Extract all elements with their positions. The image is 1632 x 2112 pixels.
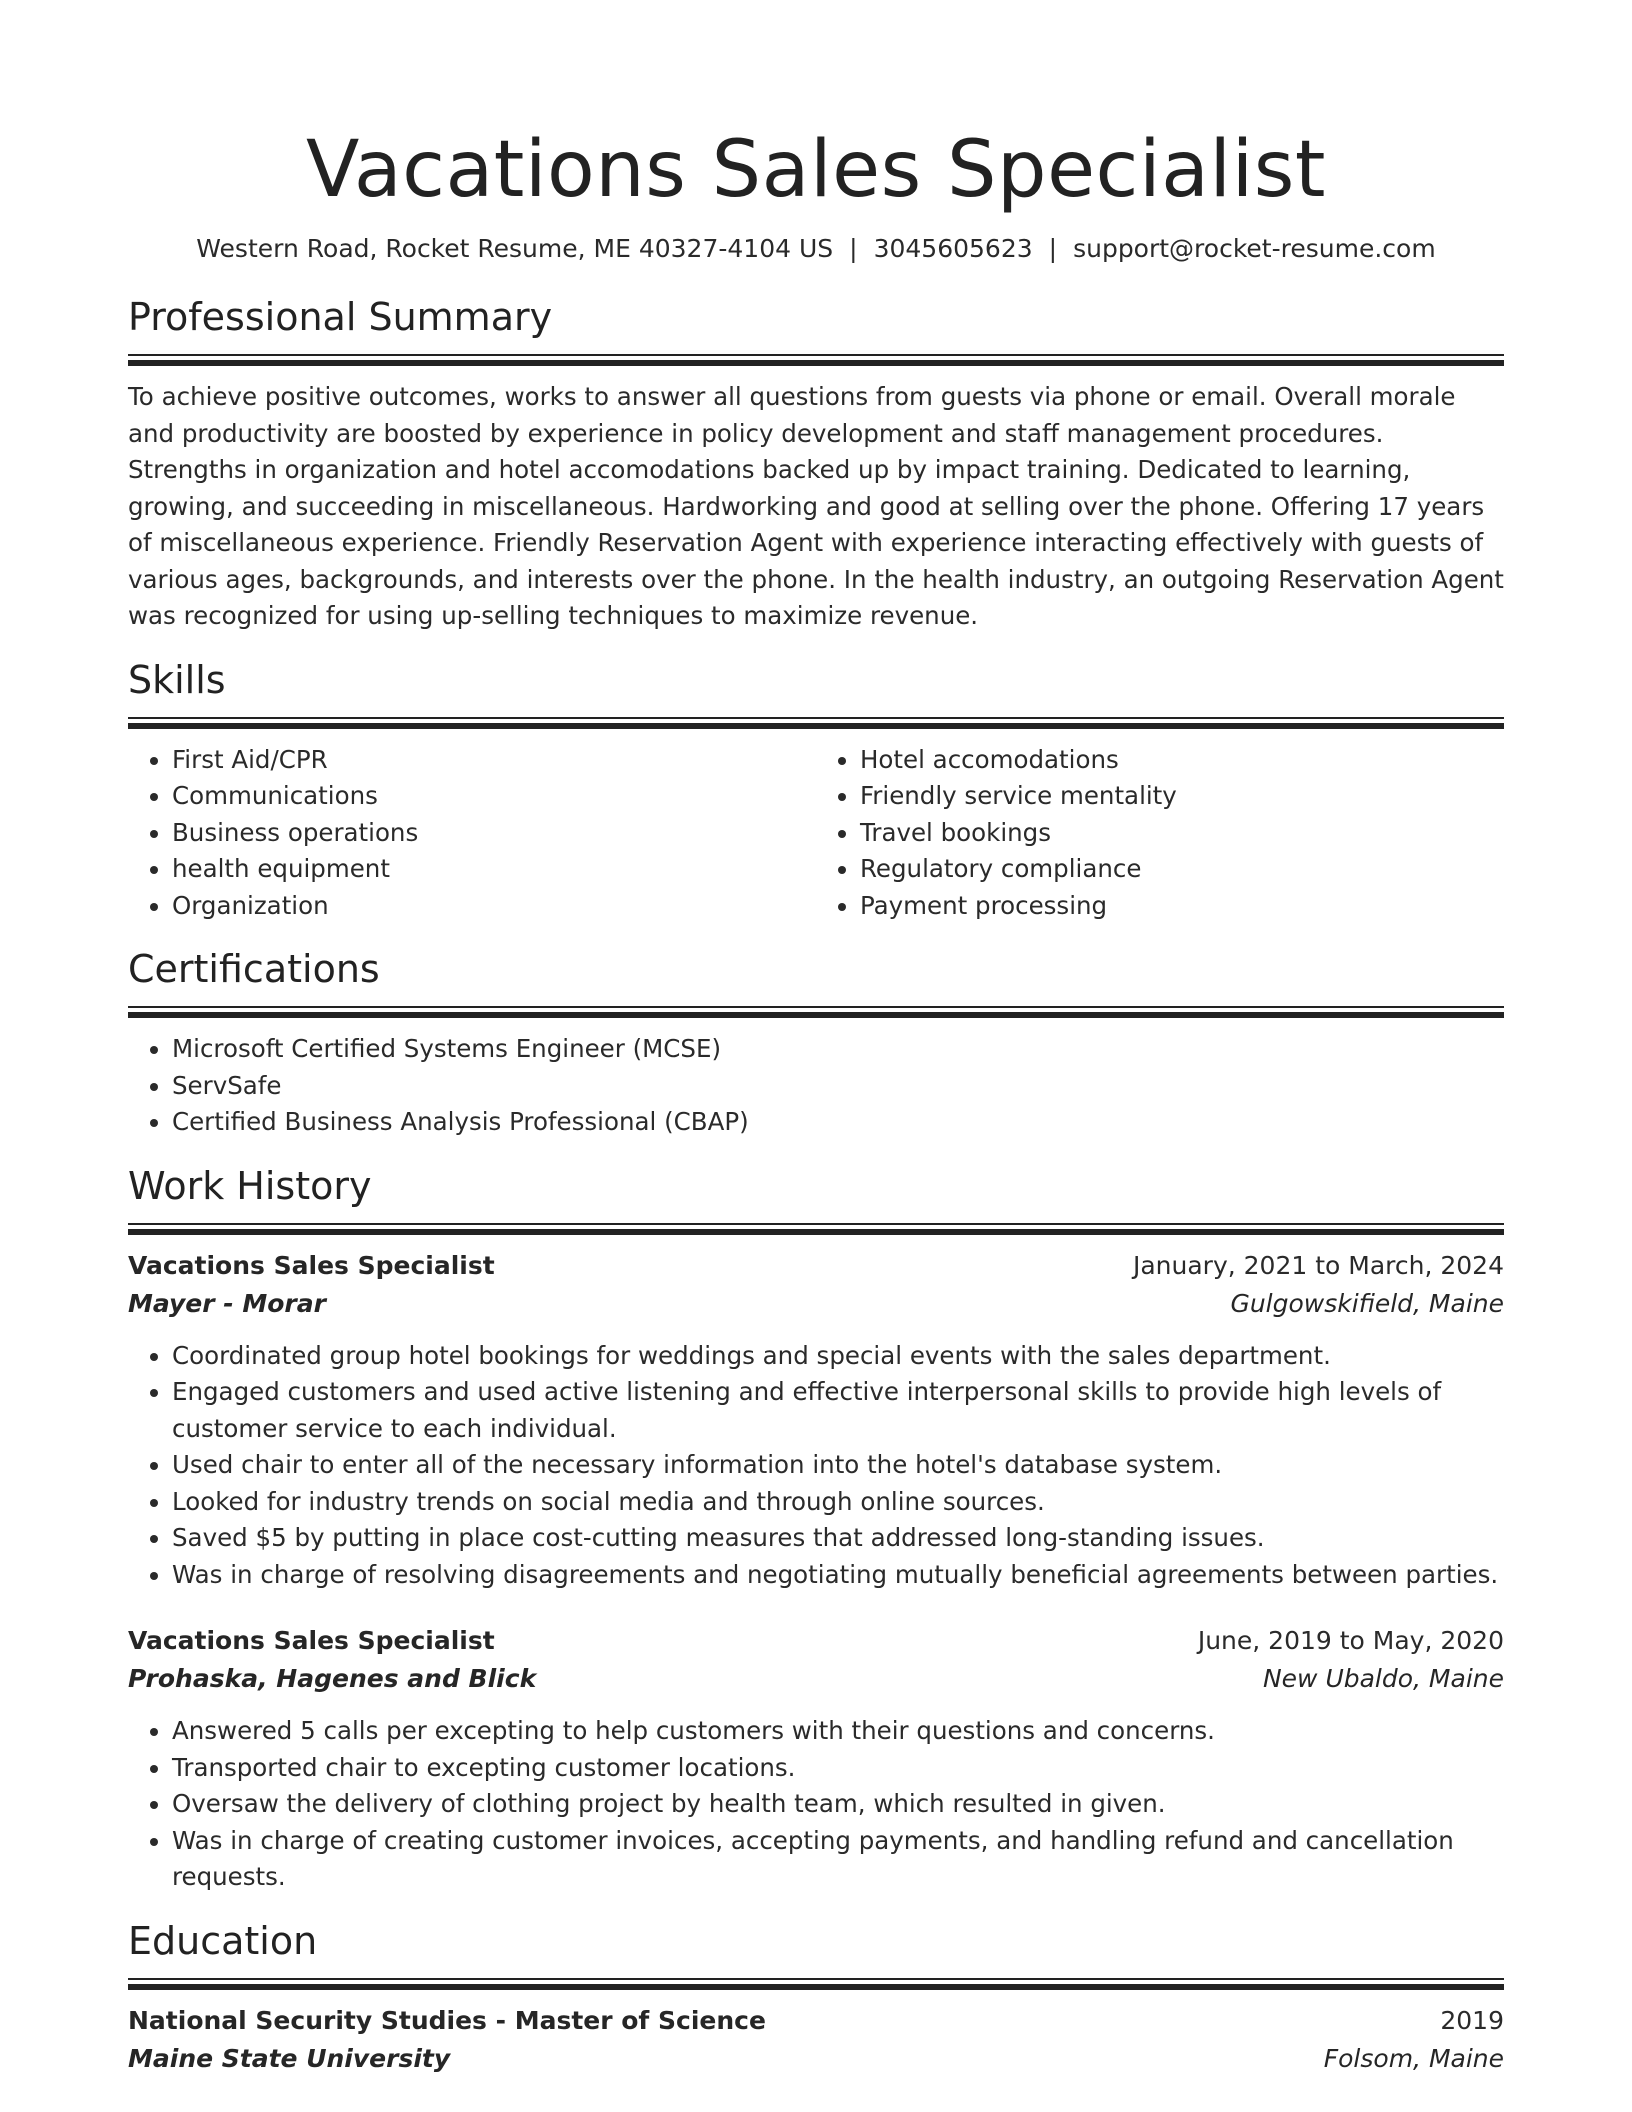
job-subheader bbox=[128, 1660, 1504, 1698]
education-entry bbox=[128, 2002, 1504, 2078]
section-divider bbox=[128, 1978, 1504, 1990]
education-section bbox=[128, 1918, 1504, 2078]
job-dates: June, 2019 to May, 2020 bbox=[1197, 1626, 1504, 1655]
section-title-summary: Professional Summary bbox=[128, 295, 553, 339]
job-bullets bbox=[128, 1338, 1504, 1594]
skill-item: • Regulatory compliance bbox=[860, 851, 1504, 888]
skill-item: • Payment processing bbox=[860, 888, 1504, 925]
certification-item: • Certified Business Analysis Professional (CBAP) bbox=[172, 1104, 1504, 1141]
skills-section bbox=[128, 657, 1504, 925]
job-dates: January, 2021 to March, 2024 bbox=[1132, 1250, 1504, 1280]
contact-separator: | bbox=[849, 234, 858, 263]
contact-email: support@rocket-resume.com bbox=[1073, 234, 1436, 263]
skill-item: • Organization bbox=[172, 888, 816, 925]
work-history-section bbox=[128, 1163, 1504, 1896]
skill-item: • First Aid/CPR bbox=[172, 742, 816, 779]
job-bullets bbox=[128, 1713, 1504, 1896]
job-bullet: • Engaged customers and used active listening and effective interpersonal skills to provide high levels of customer service to each individual. bbox=[172, 1374, 1504, 1447]
job-subheader bbox=[128, 1285, 1504, 1323]
skill-item: • health equipment bbox=[172, 851, 816, 888]
section-title-certifications: Certifications bbox=[128, 947, 380, 991]
skills-right-column bbox=[816, 742, 1504, 925]
job-location: New Ubaldo, Maine bbox=[1262, 1664, 1504, 1693]
education-school: Maine State University bbox=[128, 2043, 451, 2073]
summary-section bbox=[128, 294, 1504, 635]
skills-left-column bbox=[128, 742, 816, 925]
job-location: Gulgowskifield, Maine bbox=[1230, 1288, 1504, 1318]
job-header bbox=[128, 1622, 1504, 1660]
certifications-section bbox=[128, 946, 1504, 1141]
summary-text: To achieve positive outcomes, works to answer all questions from guests via phone or email. Overall morale and productivity are boosted by experience in policy development and staff management procedures. Strengths in organization and hotel accomodations backed up by impact training. Dedicated to learning, growing, and succeeding in miscellaneous. Hardworking and good at selling over the phone. Offering 17 years of miscellaneous experience. Friendly Reservation Agent with experience interacting effectively with guests of various ages, backgrounds, and interests over the phone. In the health industry, an outgoing Reservation Agent was recognized for using up-selling techniques to maximize revenue. bbox=[128, 382, 1504, 630]
job-bullet: • Transported chair to excepting customer locations. bbox=[172, 1750, 1504, 1787]
job-bullet: • Coordinated group hotel bookings for weddings and special events with the sales department. bbox=[172, 1338, 1504, 1375]
section-divider bbox=[128, 1006, 1504, 1018]
section-title-work-history: Work History bbox=[128, 1163, 372, 1208]
skill-item: • Travel bookings bbox=[860, 815, 1504, 852]
education-subheader bbox=[128, 2040, 1504, 2078]
section-divider bbox=[128, 354, 1504, 366]
job-entry bbox=[128, 1622, 1504, 1896]
job-bullet: • Answered 5 calls per excepting to help customers with their questions and concerns. bbox=[172, 1713, 1504, 1750]
job-header bbox=[128, 1247, 1504, 1285]
job-entry bbox=[128, 1247, 1504, 1594]
skill-item: • Business operations bbox=[172, 815, 816, 852]
contact-address: Western Road, Rocket Resume, ME 40327-4104 US bbox=[196, 234, 834, 263]
education-degree: National Security Studies - Master of Science bbox=[128, 2005, 766, 2035]
job-bullet: • Saved $5 by putting in place cost-cutting measures that addressed long-standing issues. bbox=[172, 1520, 1504, 1557]
contact-phone: 3045605623 bbox=[873, 234, 1033, 263]
job-company: Prohaska, Hagenes and Blick bbox=[128, 1664, 537, 1693]
section-title-education: Education bbox=[128, 1918, 318, 1963]
job-bullet: • Used chair to enter all of the necessary information into the hotel's database system. bbox=[172, 1447, 1504, 1484]
skill-item: • Friendly service mentality bbox=[860, 778, 1504, 815]
education-location: Folsom, Maine bbox=[1323, 2043, 1504, 2073]
job-company: Mayer - Morar bbox=[128, 1288, 326, 1318]
resume-page bbox=[128, 0, 1504, 2078]
job-bullet: • Oversaw the delivery of clothing project by health team, which resulted in given. bbox=[172, 1786, 1504, 1823]
certifications-list bbox=[128, 1031, 1504, 1141]
contact-separator: | bbox=[1048, 234, 1058, 263]
skill-item: • Hotel accomodations bbox=[860, 742, 1504, 779]
section-divider bbox=[128, 717, 1504, 729]
skill-item: • Communications bbox=[172, 778, 816, 815]
resume-name: Vacations Sales Specialist bbox=[306, 125, 1326, 215]
job-bullet: • Was in charge of creating customer invoices, accepting payments, and handling refund and cancellation requests. bbox=[172, 1823, 1504, 1896]
section-divider bbox=[128, 1223, 1504, 1235]
job-title: Vacations Sales Specialist bbox=[128, 1626, 495, 1655]
education-header bbox=[128, 2002, 1504, 2040]
contact-line bbox=[128, 232, 1504, 266]
certification-item: • Microsoft Certified Systems Engineer (MCSE) bbox=[172, 1031, 1504, 1068]
skills-grid bbox=[128, 742, 1504, 925]
certification-item: • ServSafe bbox=[172, 1068, 1504, 1105]
section-title-skills: Skills bbox=[128, 657, 226, 702]
job-bullet: • Looked for industry trends on social media and through online sources. bbox=[172, 1484, 1504, 1521]
job-title: Vacations Sales Specialist bbox=[128, 1250, 495, 1280]
education-year: 2019 bbox=[1440, 2005, 1504, 2035]
job-bullet: • Was in charge of resolving disagreements and negotiating mutually beneficial agreements between parties. bbox=[172, 1557, 1504, 1594]
